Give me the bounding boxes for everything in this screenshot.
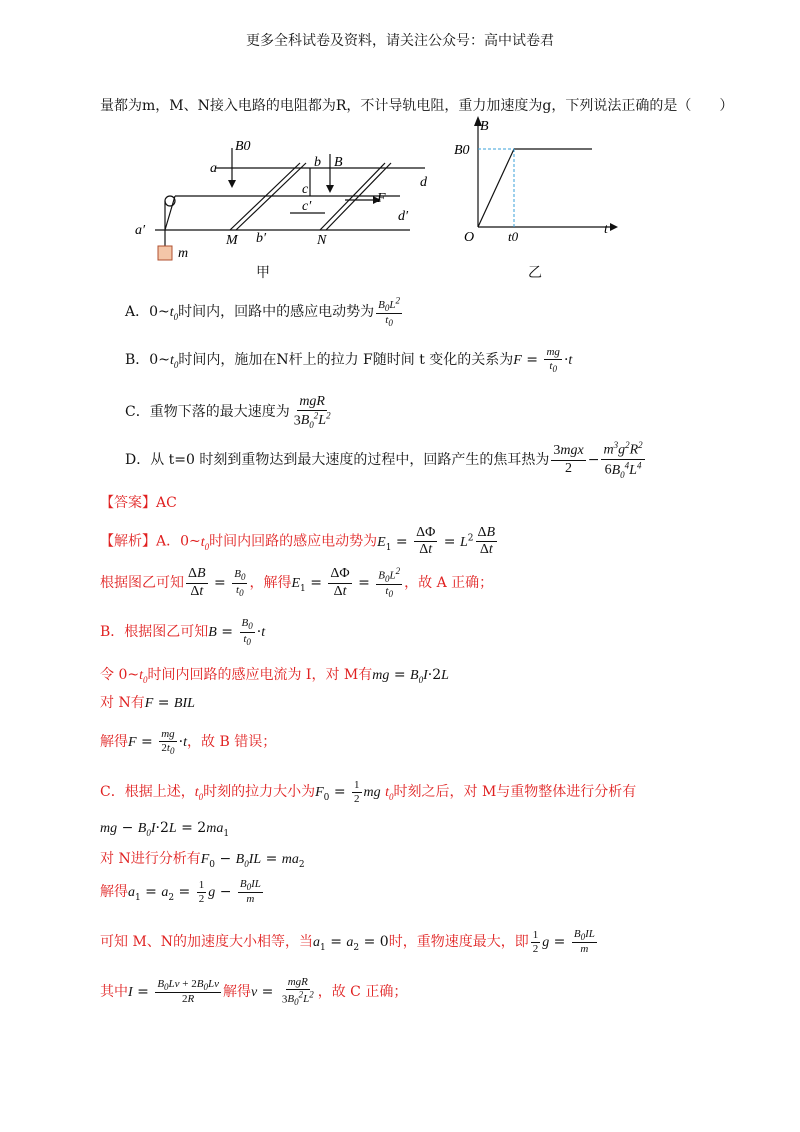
analysis-line-8: mg − $B_0I\cdot 2L = 2ma_1$ [100,820,230,839]
graph-label-o: O [464,230,475,242]
t-axis-arrow [610,223,618,231]
rail-left-link [165,196,175,230]
analysis-line-2: 根据图乙可知 $\frac{\Delta B}{\Delta t}$ = $\frac{B_0}{t_0}$ ，解得$E_1$ = $\frac{\Delta\Phi}{\Delta t}$ = $\frac{B_0L^2}{t_0}$ ，故 A 正确； [100,566,494,600]
label-b2: b′ [256,231,267,246]
label-mass: m [178,246,189,261]
question-stem: 量都为m，M、N接入电路的电阻都为R，不计导轨电阻，重力加速度为g，下列说法正确的是（ ） [100,98,734,114]
label-n-rod: N [317,233,327,248]
page-header: 更多全科试卷及资料，请关注公众号：高中试卷君 [246,33,554,49]
label-d2: d′ [398,209,409,224]
analysis-line-4: 令 $0\sim t_0$时间内回路的感应电流为 I，对 M有mg = $B_0I\cdot 2L$ [100,667,449,685]
label-m-rod: M [226,233,238,248]
label-b-field: B [334,155,343,170]
label-d: d [420,175,427,190]
arrowhead-b [326,185,334,193]
analysis-line-1: 【解析】A．$0\sim t_0$时间内回路的感应电动势为$E_1$ = $\frac{\Delta\Phi}{\Delta t}$ = $L^2$ $\frac{\Delta B}{\Delta t}$ [100,525,496,558]
option-c: C．重物下落的最大速度为 $\frac{\text{mgR}}{3B_0^2L^2}$ [125,393,331,431]
figure-yi-graph [450,112,620,242]
figure-jia-caption: 甲 [256,265,270,281]
arrowhead-b0 [228,180,236,188]
option-a: A．$0\sim t_0$时间内，回路中的感应电动势为 $\frac{B_0L^2}{t_0}$ [125,295,400,329]
figure-yi-caption: 乙 [528,265,542,281]
analysis-line-11: 可知 M、N的加速度大小相等，当$a_1 = a_2 = 0$时，重物速度最大，即 $\frac{1}{2}$ g = $\frac{B_0IL}{m}$ [100,927,595,956]
answer-line: 【答案】AC [100,495,177,511]
analysis-line-5: 对 N有F = BIL [100,695,195,711]
graph-label-b0: B0 [454,143,470,158]
graph-rising-line [478,149,514,227]
label-b: b [314,155,321,170]
analysis-line-3: B．根据图乙可知B = $\frac{B_0}{t_0}$ ·t [100,616,266,647]
analysis-line-10: 解得$a_1 = a_2$ = $\frac{1}{2}$ g − $\frac{B_0IL}{m}$ [100,877,261,906]
weight-block [158,246,172,260]
graph-label-t0: t0 [508,229,519,242]
option-d: D．从 t=0 时刻到重物达到最大速度的过程中，回路产生的焦耳热为 $\frac{\text{3mgx}}{2}$ − $\frac{m^3g^2R^2}{6B_0^4L^4}$ [125,440,643,480]
label-a2: a′ [135,223,146,238]
label-c2: c′ [302,199,312,214]
analysis-line-12: 其中I = $\frac{B_0Lv + 2B_0Lv}{2R}$ 解得v = $\frac{\text{mgR}}{3B_0^2L^2}$ ，故 C 正确； [100,976,408,1008]
label-a: a [210,161,217,176]
graph-label-b: B [480,119,489,134]
label-c: c [302,182,309,197]
label-f: F [377,191,386,206]
analysis-line-7: C．根据上述，$t_0$时刻的拉力大小为$F_0$ = $\frac{1}{2}$ mg $t_0$时刻之后，对 M与重物整体进行分析有 [100,778,637,805]
analysis-line-9: 对 N进行分析有$F_0 - B_0IL = ma_2$ [100,851,305,870]
label-b0: B0 [235,139,251,154]
graph-label-t: t [604,222,608,237]
option-b: B．$0\sim t_0$时间内，施加在N杆上的拉力 F随时间 t 变化的关系为F = $\frac{mg}{t_0}$ ·t [125,345,573,374]
analysis-line-6: 解得F = $\frac{mg}{2t_0}$ ·t，故 B 错误； [100,727,277,756]
figure-jia [130,138,440,273]
